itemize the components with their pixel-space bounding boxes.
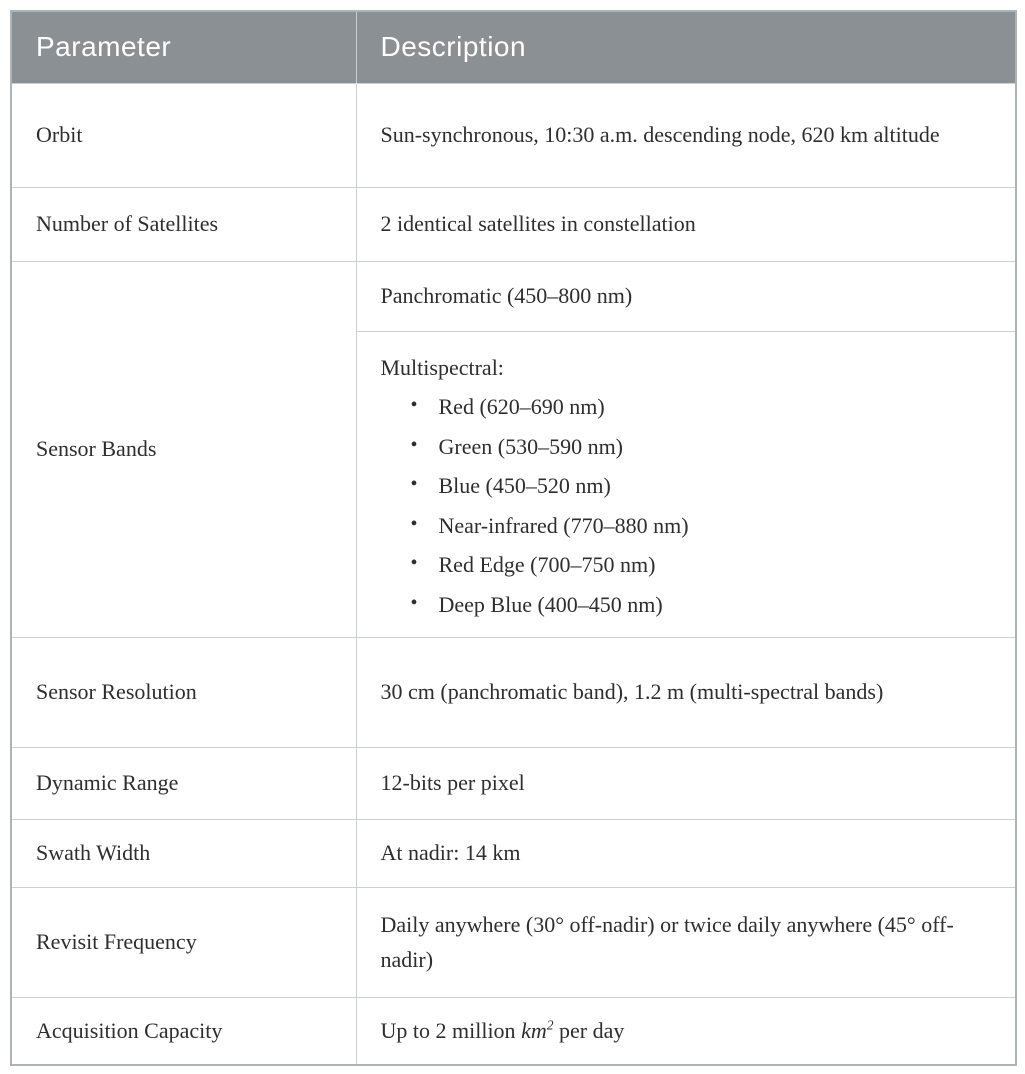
- band-list-item: • Red (620–690 nm): [381, 387, 994, 427]
- band-list-item: • Red Edge (700–750 nm): [381, 545, 994, 585]
- table-row-swath: [11, 819, 1016, 887]
- desc-cell-satellites: 2 identical satellites in constellation: [356, 187, 1016, 261]
- desc-cell-orbit: Sun-synchronous, 10:30 a.m. descending node, 620 km altitude: [356, 83, 1016, 187]
- desc-cell-swath: At nadir: 14 km: [356, 819, 1016, 887]
- desc-cell-dynamic-range: 12-bits per pixel: [356, 747, 1016, 819]
- col-header-description: Description: [356, 11, 1016, 83]
- desc-cell-revisit: Daily anywhere (30° off-nadir) or twice daily anywhere (45° off-nadir): [356, 887, 1016, 997]
- header-row: [11, 11, 1016, 83]
- param-cell-acquisition: Acquisition Capacity: [11, 997, 356, 1065]
- table-row-dynamic-range: [11, 747, 1016, 819]
- multispectral-label: Multispectral:: [380, 354, 504, 380]
- table-row-satellites: [11, 187, 1016, 261]
- param-cell-resolution: Sensor Resolution: [11, 637, 356, 747]
- param-cell-orbit: Orbit: [11, 83, 356, 187]
- table-row-acquisition: [11, 997, 1016, 1065]
- multispectral-band-list: [381, 387, 994, 625]
- param-cell-sensor-bands: Sensor Bands: [11, 261, 356, 637]
- table-row-resolution: [11, 637, 1016, 747]
- band-list-item: • Blue (450–520 nm): [381, 466, 994, 506]
- param-cell-revisit: Revisit Frequency: [11, 887, 356, 997]
- param-cell-satellites: Number of Satellites: [11, 187, 356, 261]
- acquisition-unit: km: [521, 1018, 547, 1044]
- col-header-parameter: Parameter: [11, 11, 356, 83]
- table-row-revisit: [11, 887, 1016, 997]
- param-cell-dynamic-range: Dynamic Range: [11, 747, 356, 819]
- acquisition-exponent: 2: [546, 1017, 554, 1033]
- desc-cell-multispectral: [356, 331, 1016, 637]
- param-cell-swath: Swath Width: [11, 819, 356, 887]
- table-row-sensor-bands-panchromatic: [11, 261, 1016, 331]
- acquisition-desc-prefix: Up to 2 million: [380, 1018, 522, 1044]
- band-list-item: • Deep Blue (400–450 nm): [381, 585, 994, 625]
- desc-cell-acquisition: [356, 997, 1016, 1065]
- acquisition-desc-suffix: per day: [553, 1018, 625, 1044]
- desc-cell-resolution: 30 cm (panchromatic band), 1.2 m (multi-spectral bands): [356, 637, 1016, 747]
- satellite-spec-table: [10, 10, 1017, 1066]
- band-list-item: • Green (530–590 nm): [381, 427, 994, 467]
- band-list-item: • Near-infrared (770–880 nm): [381, 506, 994, 546]
- table-row-orbit: [11, 83, 1016, 187]
- desc-cell-panchromatic: Panchromatic (450–800 nm): [356, 261, 1016, 331]
